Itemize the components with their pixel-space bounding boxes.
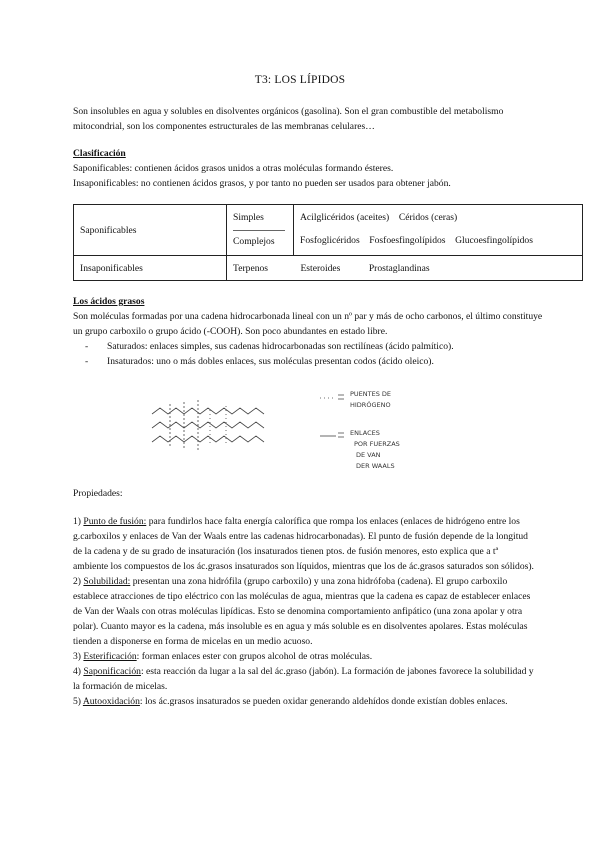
prop-4-label: Saponificación (83, 666, 141, 677)
item-acilgliceridos: Acilglicéridos (aceites) (300, 212, 390, 223)
list-item: - Insaturados: uno o más dobles enlaces, sus moléculas presentan codos (ácido oleico). (85, 356, 434, 367)
item-ceridos: Céridos (ceras) (398, 212, 458, 223)
prop-2: 2) Solubilidad: presentan una zona hidrófila (grupo carboxilo) y una zona hidrófoba (cadena). El grupo carboxilo establece atracciones de tipo eléctrico con las moléculas de agua, mientras que la cadena es capaz de establecer enlaces de Van der Waals con otras moléculas lipídicas. Esto se denomina comportamiento anfipático (una zona apolar y otra polar). Cuanto mayor es la cadena, más insoluble es en agua y más soluble es en disolventes apolares. Estas moléculas tienden a disponerse en forma de micelas en un medio acuoso. (73, 576, 531, 647)
page-title: T3: LOS LÍPIDOS (254, 74, 346, 86)
clasificacion-heading: Clasificación (73, 148, 126, 159)
cell-complejos: Complejos (227, 230, 294, 256)
cell-saponificables: Saponificables (74, 205, 227, 256)
item-terpenos: Terpenos (233, 262, 269, 274)
item-glucoesfingolipidos: Glucoesfingolípidos (455, 235, 533, 246)
prop-2-label: Solubilidad: (83, 576, 131, 587)
legend-vdw-line4: DER WAALS (356, 462, 395, 470)
legend-vdw-line2: POR FUERZAS (354, 440, 400, 448)
item-esteroides: Esteroides (300, 262, 341, 274)
prop-4: 4) Saponificación: esta reacción da lugar a la sal del ác.graso (jabón). La formación de jabones favorece la solubilidad y la formación de micelas. (73, 666, 534, 692)
prop-5: 5) Autooxidación: los ác.grasos insaturados se pueden oxidar generando aldehídos donde existían dobles enlaces. (73, 696, 508, 707)
fatty-acid-sketch (140, 380, 440, 472)
item-prostaglandinas: Prostaglandinas (368, 262, 430, 274)
cell-insaponificables: Insaponificables (74, 256, 227, 281)
propiedades-heading: Propiedades: (73, 488, 123, 499)
legend-vdw-line3: DE VAN (356, 451, 381, 459)
clasificacion-section (73, 146, 533, 191)
prop-3-label: Esterificación (83, 651, 137, 662)
acidos-text: Son moléculas formadas por una cadena hidrocarbonada lineal con un nº par y más de ocho carbonos, el último constituye un grupo carboxilo o grupo ácido (-COOH). Son poco abundantes en estado libre. (73, 311, 543, 337)
intro-text: Son insolubles en agua y solubles en disolventes orgánicos (gasolina). Son el gran combustible del metabolismo mitocondrial, son los componentes estructurales de las membranas celulares… (73, 106, 504, 132)
prop-1: 1) Punto de fusión: para fundirlos hace falta energía calorífica que rompa los enlaces (enlaces de hidrógeno entre los g.carboxilos y enlaces de Van der Waals entre las cadenas hidrocarbonadas). El punto de fusión depende de la longitud de la cadena y de su grado de insaturación (los insaturados tienen ptos. de fusión menores, esto explica que a tª ambiente los compuestos de los ác.grasos insaturados son líquidos, mientras que los de ác.grasos saturados son sólidos). (73, 516, 534, 572)
prop-5-label: Autooxidación (82, 696, 140, 707)
acidos-list (73, 339, 543, 369)
clasificacion-line-1: Saponificables: contienen ácidos grasos unidos a otras moléculas formando ésteres. (73, 163, 394, 174)
cell-complejos-items (294, 230, 583, 256)
cell-simples-items (294, 205, 583, 231)
propiedades-section (73, 486, 533, 501)
item-fosfoesfingolipidos: Fosfoesfingolípidos (369, 235, 446, 246)
cell-simples: Simples (227, 205, 294, 231)
legend-vdw-line1: ENLACES (350, 429, 380, 437)
cell-insap-items (227, 256, 583, 281)
legend-hydrogen-line2: HIDRÓGENO (350, 401, 391, 409)
acidos-section (73, 294, 543, 369)
acidos-heading: Los ácidos grasos (73, 296, 145, 307)
prop-1-label: Punto de fusión: (83, 516, 147, 527)
intro-paragraph (73, 104, 533, 134)
item-fosfogliceridos: Fosfoglicéridos (300, 235, 360, 246)
prop-3: 3) Esterificación: forman enlaces ester con grupos alcohol de otras moléculas. (73, 651, 373, 662)
clasificacion-line-2: Insaponificables: no contienen ácidos grasos, y por tanto no pueden ser usados para obtener jabón. (73, 178, 451, 189)
propiedades-list (73, 514, 535, 709)
list-item: - Saturados: enlaces simples, sus cadenas hidrocarbonadas son rectilíneas (ácido palmítico). (85, 341, 454, 352)
classification-table (73, 204, 583, 281)
legend-hydrogen-line1: PUENTES DE (350, 390, 392, 398)
